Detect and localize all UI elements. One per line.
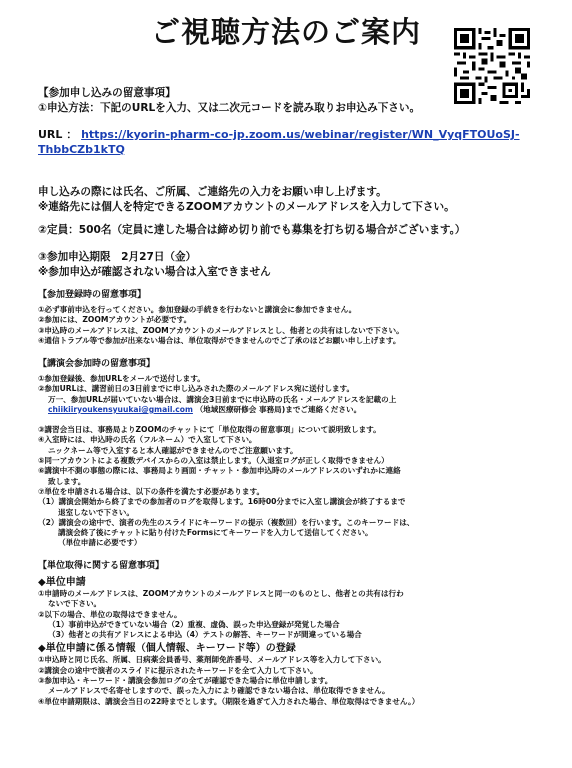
- url-label: URL ：: [38, 128, 78, 141]
- deadline-text: ③参加申込期限 2月27日（金）: [38, 251, 197, 263]
- attendance-item: ④入室時には、申込時の氏名（フルネーム）で入室して下さい。: [38, 435, 257, 445]
- credit-info-item: ③参加申込・キーワード・講演会参加ログの全てが確認できた場合に単位申請します。: [38, 676, 333, 686]
- attendance-item: 万一、参加URLが届いていない場合は、講演会3日前までに申込時の氏名・メールアドレスを記載の上: [48, 394, 397, 404]
- credit-info-item: メールアドレスで名寄せしますので、誤った入力により確認できない場合は、単位取得できません。: [48, 686, 390, 696]
- contact-office: （地域医療研修会 事務局)までご連絡ください。: [195, 404, 362, 414]
- capacity: [38, 223, 542, 238]
- attendance-condition: 退室しないで下さい。: [58, 507, 134, 517]
- registration-header: 【参加登録時の留意事項】: [38, 290, 147, 300]
- attendance-item: ③講習会当日は、事務局よりZOOMのチャットにて「単位取得の留意事項」について説明致します。: [38, 425, 381, 435]
- application-note-2: ※連絡先には個人を特定できるZOOMアカウントのメールアドレスを入力して下さい。: [38, 201, 455, 213]
- application-section: [38, 86, 542, 116]
- page-title: ご視聴方法のご案内: [150, 15, 421, 49]
- application-header: 【参加申し込みの留意事項】: [38, 87, 176, 99]
- credit-apply-title: ◆単位申請: [38, 577, 86, 588]
- credit-item: （1）事前申込ができていない場合（2）重複、虚偽、誤った申込登録が発覚した場合: [48, 619, 340, 629]
- credit-info-item: ④単位申請期限は、講演会当日の22時までとします。（期限を過ぎて入力された場合、単位取得はできません。）: [38, 696, 420, 706]
- credit-info-title: ◆単位申請に係る情報（個人情報、キーワード等）の登録: [38, 643, 296, 655]
- credit-section: [38, 560, 542, 707]
- credit-info-item: ②講演会の途中で演者のスライドに提示されたキーワードを全て入力して下さい。: [38, 665, 318, 675]
- credit-info-item: ①申込時と同じ氏名、所属、日病薬会員番号、薬剤師免許番号、メールアドレス等を入力して下さい。: [38, 655, 386, 665]
- application-note-1: 申し込みの際には氏名、ご所属、ご連絡先の入力をお願い申し上げます。: [38, 186, 387, 198]
- attendance-condition: 講演会終了後にチャットに貼り付けたFormsにてキーワードを入力して送信してください。: [58, 528, 373, 538]
- attendance-condition: （1）講演会開始から終了までの参加者のログを取得します。16時00分までに入室し講演会が終了するまで: [38, 497, 406, 507]
- attendance-item: ⑥講演中不測の事態の際には、事務局より画面・チャット・参加申込時のメールアドレスのいずれかに連絡: [38, 466, 401, 476]
- deadline: [38, 250, 542, 280]
- attendance-item: ②参加URLは、講習前日の3日前までに申し込みされた際のメールアドレス宛に送付します。: [38, 384, 355, 394]
- attendance-header: 【講演会参加時の留意事項】: [38, 359, 156, 369]
- credit-item: （3）他者との共有アドレスによる申込（4）テストの解答、キーワードが間違っている場合: [48, 630, 362, 640]
- registration-item: ③申込時のメールアドレスは、ZOOMアカウントのメールアドレスとし、他者との共有はしないで下さい。: [38, 325, 404, 335]
- attendance-condition: （2）講演会の途中で、演者の先生のスライドにキーワードの提示（複数回）を行います。このキーワードは、: [38, 517, 415, 527]
- attendance-item: ニックネーム等で入室すると本人確認ができませんのでご注意願います。: [48, 445, 298, 455]
- registration-link-cont[interactable]: ThbbCZb1kTQ: [38, 143, 125, 156]
- registration-item: ②参加には、ZOOMアカウントが必要です。: [38, 315, 192, 325]
- credit-header: 【単位取得に関する留意事項】: [38, 561, 165, 571]
- registration-item: ④通信トラブル等で参加が出来ない場合は、単位取得ができませんのでご了承のほどお願い申し上げます。: [38, 335, 401, 345]
- application-method: ①申込方法：下記のURLを入力、又は二次元コードを読み取りお申込み下さい。: [38, 102, 421, 114]
- attendance-item: ①参加登録後、参加URLをメールで送付します。: [38, 374, 205, 383]
- credit-item: ないで下さい。: [48, 599, 102, 609]
- contact-email-link[interactable]: chiikiiryoukensyuukai@gmail.com: [48, 404, 193, 414]
- attendance-item: ⑤同一アカウントによる複数デバイスからの入室は禁止します。（入退室ログが正しく取得できません）: [38, 456, 389, 466]
- registration-link[interactable]: https://kyorin-pharm-co-jp.zoom.us/webinar/register/WN_VyqFTOUoSJ-: [81, 128, 520, 141]
- attendance-condition: （単位申請に必要です）: [58, 538, 142, 548]
- credit-item: ①申請時のメールアドレスは、ZOOMアカウントのメールアドレスと同一のものとし、他者との共有は行わ: [38, 589, 404, 598]
- application-notes: [38, 185, 542, 215]
- registration-item: ①必ず事前申込を行ってください。参加登録の手続きを行わないと講演会に参加できません。: [38, 305, 357, 314]
- capacity-text: ②定員：500名（定員に達した場合は締め切り前でも募集を打ち切る場合がございます。）: [38, 224, 466, 236]
- credit-item: ②以下の場合、単位の取得はできません。: [38, 609, 182, 619]
- attendance-item: 致します。: [48, 476, 86, 486]
- registration-section: [38, 289, 542, 346]
- registration-url: [38, 127, 542, 157]
- deadline-note: ※参加申込が確認されない場合は入室できません: [38, 266, 271, 278]
- attendance-section: [38, 358, 542, 549]
- attendance-item: ⑦単位を申請される場合は、以下の条件を満たす必要があります。: [38, 486, 265, 496]
